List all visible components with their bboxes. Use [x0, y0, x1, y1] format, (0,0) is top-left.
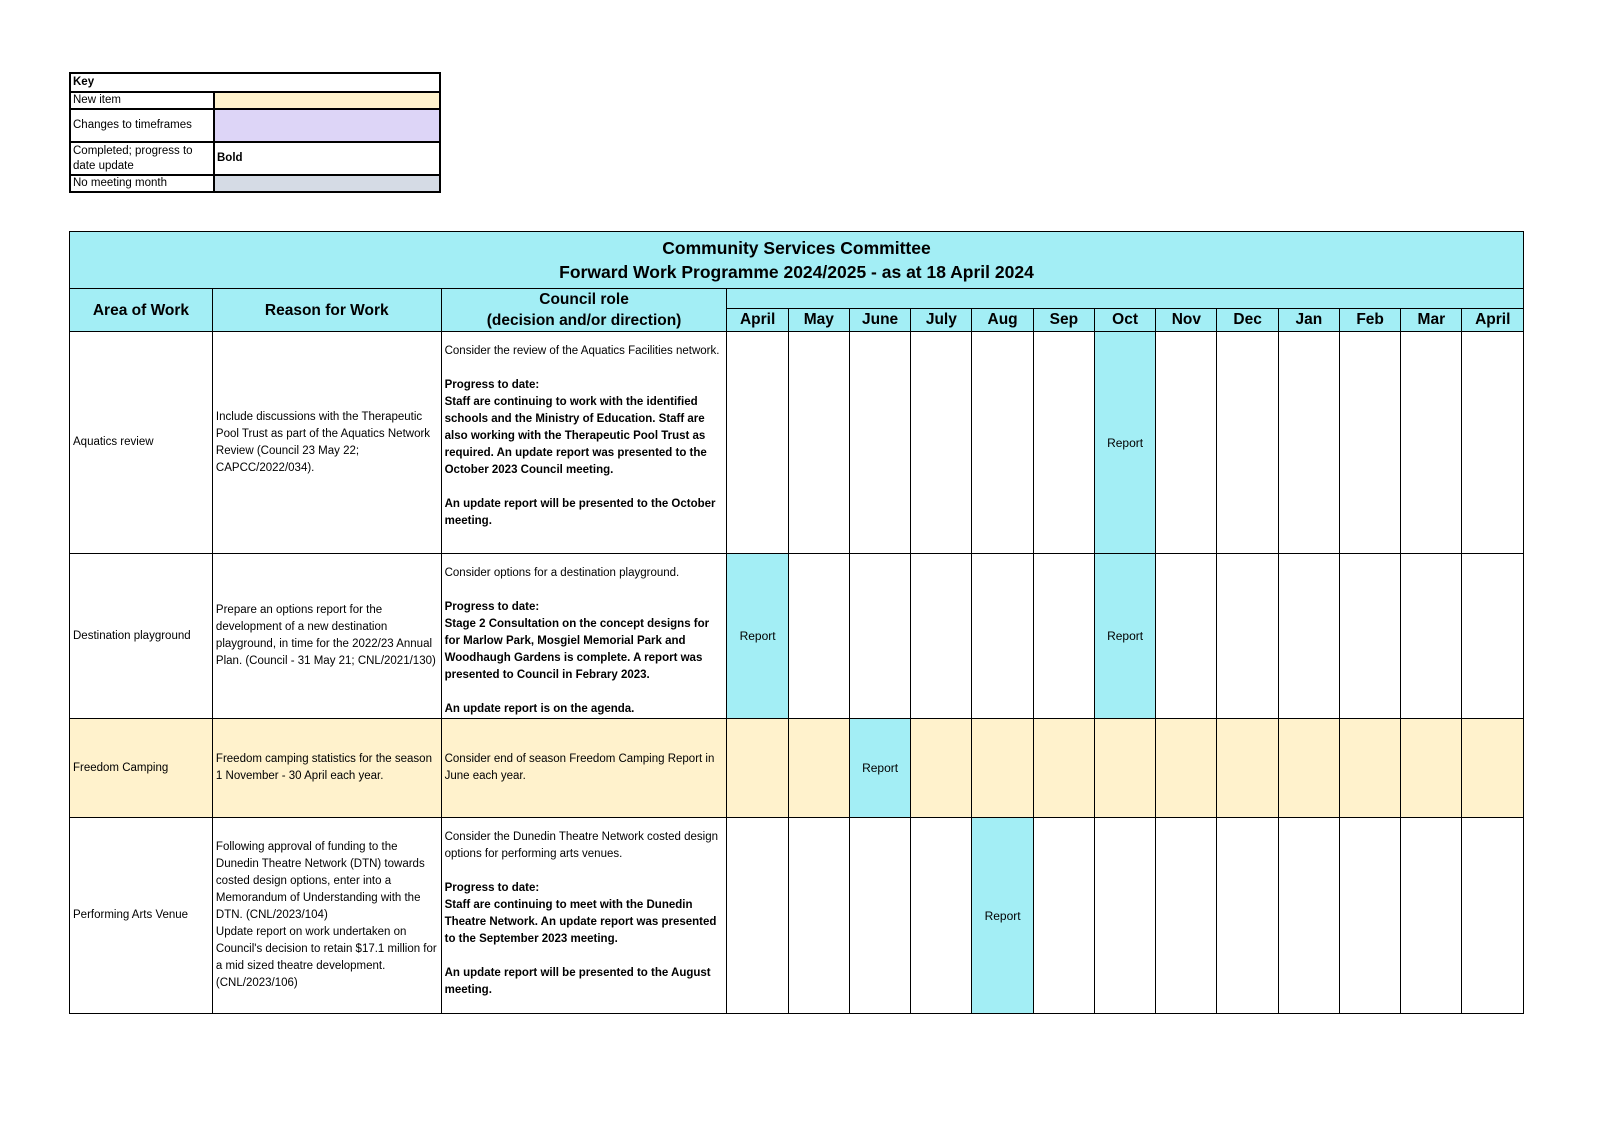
reason-for-work-cell: [212, 818, 441, 1014]
key-swatch-completed: Bold: [214, 142, 440, 175]
reason-text: Update report on work undertaken on Council's decision to retain $17.1 million for a mid sized theatre development. (CNL/2023/106): [215, 926, 437, 989]
month-header-3: July: [911, 308, 972, 331]
month-cell: [788, 554, 849, 719]
month-header-9: Jan: [1278, 308, 1339, 331]
month-cell: [1401, 719, 1462, 818]
table-row: [70, 332, 1524, 554]
month-header-11: Mar: [1401, 308, 1462, 331]
progress-label: Progress to date:: [444, 882, 540, 894]
reason-text: Freedom camping statistics for the season 1 November - 30 April each year.: [215, 753, 432, 782]
header-council-role-line1: Council role: [539, 291, 629, 308]
reason-text: Following approval of funding to the Dunedin Theatre Network (DTN) towards costed design options, enter into a Memorandum of Understanding with the DTN. (CNL/2023/104): [215, 841, 425, 921]
progress-text: Staff are continuing to work with the identified schools and the Ministry of Education. Staff are also working with the Therapeutic Pool Trust as required. An update report was presented to the October 2023 Council meeting.: [444, 396, 707, 476]
key-swatch-new-item: [214, 92, 440, 109]
council-role-intro: Consider the Dunedin Theatre Network costed design options for performing arts venues.: [444, 831, 718, 860]
key-label-completed: Completed; progress to date update: [70, 142, 214, 175]
month-header-4: Aug: [972, 308, 1033, 331]
month-cell: [1094, 818, 1155, 1014]
council-role-cell: [441, 719, 727, 818]
month-cell: [1339, 719, 1400, 818]
progress-text: Stage 2 Consultation on the concept designs for for Marlow Park, Mosgiel Memorial Park and Woodhaugh Gardens is complete. A report was presented to Council in Febrary 2023.: [444, 618, 710, 681]
month-cell: [1217, 719, 1278, 818]
key-title: Key: [70, 73, 440, 92]
progress-text: Staff are continuing to meet with the Dunedin Theatre Network. An update report was presented to the September 2023 meeting.: [444, 899, 717, 945]
month-cell: [1401, 818, 1462, 1014]
table-row: [70, 719, 1524, 818]
table-row: [70, 554, 1524, 719]
month-cell: [788, 719, 849, 818]
council-role-cell: [441, 332, 727, 554]
reason-text: Include discussions with the Therapeutic Pool Trust as part of the Aquatics Network Review (Council 23 May 22; CAPCC/2022/034).: [215, 410, 431, 474]
council-role-intro: Consider the review of the Aquatics Facilities network.: [444, 345, 720, 357]
month-cell: [1278, 818, 1339, 1014]
month-cell: [1278, 332, 1339, 554]
month-cell: [911, 332, 972, 554]
month-cell: [1278, 719, 1339, 818]
month-cell: [1033, 332, 1094, 554]
month-cell: [911, 818, 972, 1014]
month-cell: [1339, 818, 1400, 1014]
progress-label: Progress to date:: [444, 601, 540, 613]
month-cell: [727, 719, 788, 818]
month-cell: [1156, 818, 1217, 1014]
report-cell: Report: [972, 818, 1033, 1014]
key-label-new-item: New item: [70, 92, 214, 109]
month-cell: [911, 719, 972, 818]
month-cell: [788, 332, 849, 554]
key-label-changes: Changes to timeframes: [70, 109, 214, 142]
month-header-2: June: [849, 308, 910, 331]
month-cell: [1462, 554, 1524, 719]
programme-title: [70, 232, 1524, 289]
report-cell: Report: [849, 719, 910, 818]
key-table: [69, 72, 441, 193]
header-months-band: [727, 289, 1524, 309]
month-header-5: Sep: [1033, 308, 1094, 331]
month-cell: [1462, 818, 1524, 1014]
month-cell: [1462, 719, 1524, 818]
report-cell: Report: [1094, 332, 1155, 554]
header-area-of-work: Area of Work: [70, 289, 213, 332]
header-council-role-line2: (decision and/or direction): [486, 312, 682, 329]
month-header-12: April: [1462, 308, 1524, 331]
month-cell: [1033, 818, 1094, 1014]
month-cell: [788, 818, 849, 1014]
month-cell: [1033, 554, 1094, 719]
next-step-text: An update report will be presented to the October meeting.: [444, 498, 716, 527]
council-role-cell: [441, 818, 727, 1014]
month-cell: [1217, 554, 1278, 719]
council-role-intro: Consider options for a destination playground.: [444, 567, 680, 579]
month-cell: [849, 332, 910, 554]
month-cell: [1339, 554, 1400, 719]
reason-for-work-cell: [212, 332, 441, 554]
reason-text: Prepare an options report for the development of a new destination playground, in time for the 2022/23 Annual Plan. (Council - 31 May 21; CNL/2021/130): [215, 604, 436, 667]
work-programme-table: [69, 231, 1524, 1014]
area-of-work-cell: Freedom Camping: [70, 719, 213, 818]
programme-title-line2: Forward Work Programme 2024/2025 - as at 18 April 2024: [559, 262, 1034, 282]
table-row: [70, 818, 1524, 1014]
programme-title-line1: Community Services Committee: [662, 238, 931, 258]
month-cell: [911, 554, 972, 719]
area-of-work-cell: Aquatics review: [70, 332, 213, 554]
month-cell: [1462, 332, 1524, 554]
header-reason-for-work: Reason for Work: [212, 289, 441, 332]
month-cell: [1156, 719, 1217, 818]
month-cell: [1401, 554, 1462, 719]
month-cell: [972, 332, 1033, 554]
month-header-10: Feb: [1339, 308, 1400, 331]
month-cell: [1156, 332, 1217, 554]
month-cell: [727, 332, 788, 554]
month-cell: [1033, 719, 1094, 818]
month-header-7: Nov: [1156, 308, 1217, 331]
month-cell: [1278, 554, 1339, 719]
month-header-8: Dec: [1217, 308, 1278, 331]
reason-for-work-cell: [212, 719, 441, 818]
report-cell: Report: [1094, 554, 1155, 719]
month-header-6: Oct: [1094, 308, 1155, 331]
key-swatch-no-meeting: [214, 175, 440, 192]
month-cell: [1156, 554, 1217, 719]
month-cell: [1094, 719, 1155, 818]
area-of-work-cell: Destination playground: [70, 554, 213, 719]
reason-for-work-cell: [212, 554, 441, 719]
report-cell: Report: [727, 554, 788, 719]
month-cell: [972, 554, 1033, 719]
key-swatch-changes: [214, 109, 440, 142]
key-label-no-meeting: No meeting month: [70, 175, 214, 192]
month-cell: [1401, 332, 1462, 554]
month-cell: [972, 719, 1033, 818]
month-cell: [727, 818, 788, 1014]
area-of-work-cell: Performing Arts Venue: [70, 818, 213, 1014]
next-step-text: An update report is on the agenda.: [444, 703, 635, 715]
council-role-intro: Consider end of season Freedom Camping Report in June each year.: [444, 753, 715, 782]
month-cell: [849, 554, 910, 719]
progress-label: Progress to date:: [444, 379, 540, 391]
month-cell: [1217, 332, 1278, 554]
month-cell: [1217, 818, 1278, 1014]
month-header-1: May: [788, 308, 849, 331]
month-cell: [849, 818, 910, 1014]
council-role-cell: [441, 554, 727, 719]
header-council-role: [441, 289, 727, 332]
month-cell: [1339, 332, 1400, 554]
month-header-0: April: [727, 308, 788, 331]
next-step-text: An update report will be presented to the August meeting.: [444, 967, 711, 996]
